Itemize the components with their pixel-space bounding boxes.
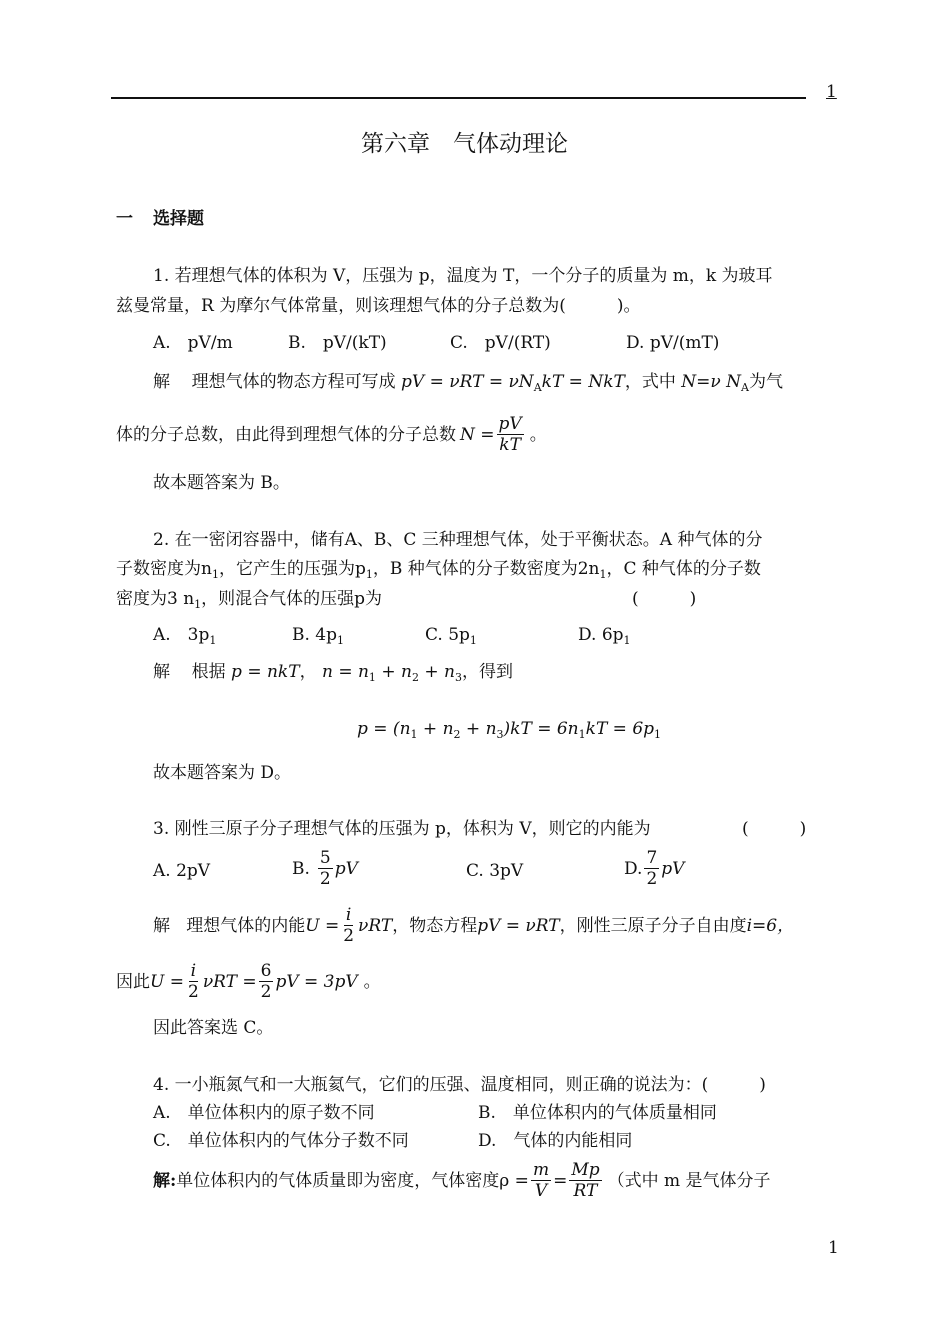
equation: N =	[460, 424, 495, 445]
denominator: kT	[499, 435, 521, 455]
solution-text: 单位体积内的气体质量即为密度，气体密度	[176, 1170, 500, 1191]
q4-stem: 4. 一小瓶氮气和一大瓶氦气，它们的压强、温度相同，则正确的说法为：( )	[153, 1075, 766, 1095]
solution-text: 。	[529, 424, 547, 445]
solution-text: ，刚性三原子分子自由度	[559, 915, 747, 936]
q2-stem-line1: 2. 在一密闭容器中，储有A、B、C 三种理想气体，处于平衡状态。A 种气体的分	[153, 530, 763, 550]
solution-text: （式中 m 是气体分子	[607, 1170, 771, 1191]
q3-solution-line2: 因此 U = $\frac{i}{2}$ νRT = $\frac{6}{2}$ pV = 3pV 。	[116, 961, 381, 1002]
stem-text: ，它产生的压强为p	[218, 559, 366, 579]
q3-solution-line1: 解 理想气体的内能 U = $\frac{i}{2}$ νRT ，物态方程 pV = νRT ，刚性三原子分子自由度 i=6，	[153, 905, 795, 946]
solution-label: 解:	[153, 1170, 177, 1191]
equation: n = n	[321, 662, 369, 682]
q3-option-d: D. $\frac{7}{2}$ pV	[624, 848, 685, 889]
q2-solution-line1: 解 根据 p = nkT， $n = n_1 + n_2 + n_3$，得到	[153, 662, 513, 684]
equation: N=ν N	[681, 372, 741, 392]
solution-text: 根据	[191, 662, 226, 682]
stem-text: ，B 种气体的分子数密度为2n	[372, 559, 600, 579]
q1-option-d: D. pV/(mT)	[626, 333, 720, 353]
q2-option-b: B. $4p_1$	[292, 625, 344, 647]
stem-text: 密度为3 n	[116, 589, 195, 609]
q3-option-a: A. 2pV	[153, 861, 211, 881]
solution-text: 为气	[748, 372, 783, 392]
solution-label: 解	[153, 915, 170, 936]
stem-text: ，则混合气体的压强p为	[201, 589, 383, 609]
chapter-title: 第六章 气体动理论	[361, 131, 568, 157]
q4-option-c: C. 单位体积内的气体分子数不同	[153, 1131, 409, 1151]
subscript: 1	[194, 598, 202, 611]
solution-text: ，物态方程	[392, 915, 478, 936]
solution-text: 体的分子总数，由此得到理想气体的分子总数	[116, 424, 456, 445]
q2-option-a: A. $3p_1$	[153, 625, 217, 647]
solution-text: ，式中	[624, 372, 676, 392]
q1-answer: 故本题答案为 B。	[153, 473, 290, 493]
q1-option-c: C. pV/(RT)	[450, 333, 551, 353]
stem-text: 子数密度为n	[116, 559, 212, 579]
q1-stem-line1: 1. 若理想气体的体积为 V，压强为 p，温度为 T，一个分子的质量为 m，k 为玻耳	[153, 266, 773, 286]
section-number: 一	[116, 209, 133, 229]
q2-stem-line2	[116, 559, 761, 585]
q4-option-d: D. 气体的内能相同	[478, 1131, 633, 1151]
q2-equation: $p = (n_1 + n_2 + n_3)kT = 6n_1kT = 6p_1$	[357, 719, 662, 741]
solution-text: 因此	[116, 971, 150, 992]
q3-option-b: B. $\frac{5}{2}$ pV	[292, 848, 358, 889]
solution-text: ，得到	[461, 662, 513, 682]
q1-option-a: A. pV/m	[153, 333, 233, 353]
stem-text: ，C 种气体的分子数	[606, 559, 761, 579]
q3-option-c: C. 3pV	[466, 861, 524, 881]
equation: pV = νRT = νN	[401, 372, 534, 392]
q2-stem-line3	[116, 589, 382, 615]
q2-answer-paren: ( )	[632, 589, 697, 609]
numerator: pV	[498, 414, 522, 434]
equation: kT = NkT	[541, 372, 625, 392]
subscript: 1	[365, 568, 373, 581]
q1-option-b: B. pV/(kT)	[288, 333, 387, 353]
q2-option-c: C. $5p_1$	[425, 625, 477, 647]
q4-option-a: A. 单位体积内的原子数不同	[153, 1103, 375, 1123]
header-rule	[111, 97, 806, 99]
solution-text: 理想气体的物态方程可写成	[191, 372, 396, 392]
q1-solution-line2	[116, 414, 547, 455]
q4-option-b: B. 单位体积内的气体质量相同	[478, 1103, 717, 1123]
q3-stem: 3. 刚性三原子分子理想气体的压强为 p，体积为 V，则它的内能为	[153, 819, 651, 839]
equation: p = nkT	[231, 662, 300, 682]
q1-stem-line2: 兹曼常量，R 为摩尔气体常量，则该理想气体的分子总数为( )。	[116, 296, 641, 316]
page-number-bottom: 1	[828, 1238, 839, 1258]
q1-solution-line1	[153, 372, 783, 398]
page-number-top: 1	[826, 82, 837, 102]
fraction	[497, 414, 524, 455]
section-title: 选择题	[153, 209, 204, 229]
q4-solution-line1: 解: 单位体积内的气体质量即为密度，气体密度 ρ = $\frac{m}{V}$ = $\frac{Mp}{RT}$ （式中 m 是气体分子	[153, 1160, 771, 1201]
subscript: 1	[599, 568, 607, 581]
solution-label: 解	[153, 372, 170, 392]
subscript: 1	[211, 568, 219, 581]
solution-text: 理想气体的内能	[186, 915, 306, 936]
q3-answer: 因此答案选 C。	[153, 1018, 274, 1038]
q2-option-d: D. $6p_1$	[578, 625, 631, 647]
q2-answer: 故本题答案为 D。	[153, 763, 292, 783]
subscript: A	[533, 381, 542, 394]
subscript: A	[741, 381, 749, 394]
q3-answer-paren: ( )	[742, 819, 807, 839]
solution-label: 解	[153, 662, 170, 682]
